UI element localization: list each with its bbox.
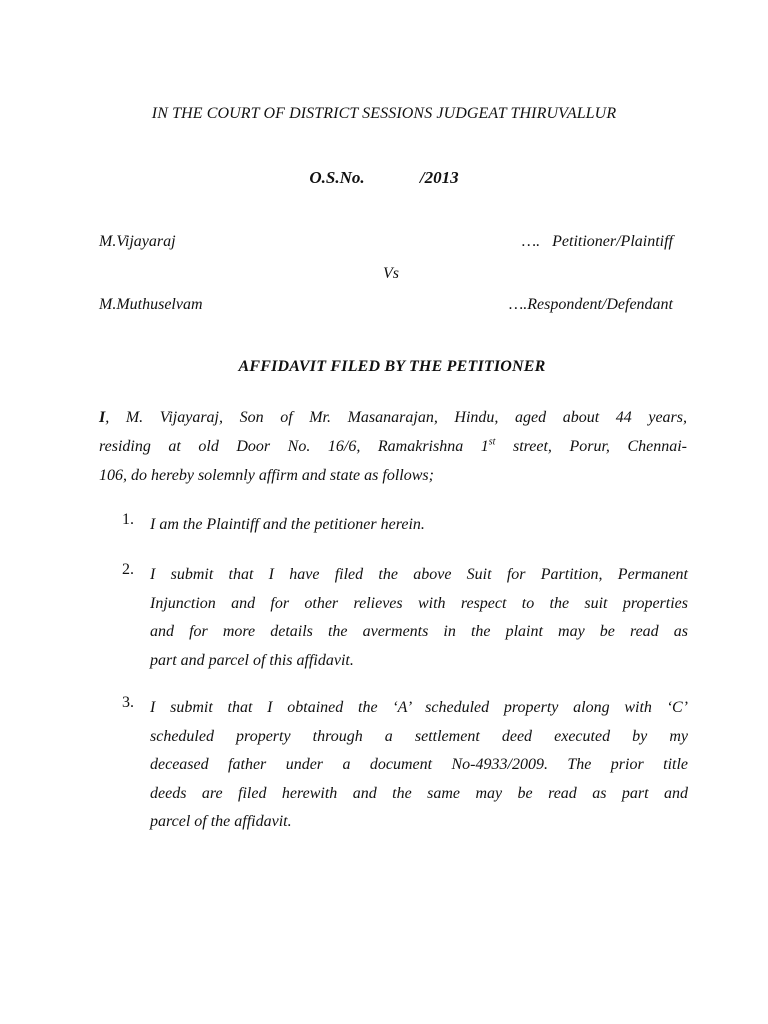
case-number: O.S.No. /2013 [309, 168, 459, 187]
list-item-line: Injunction and for other relieves with respect to the suit properties [150, 594, 688, 612]
intro-superscript: st [488, 436, 496, 448]
list-item-number: 1. [122, 511, 134, 528]
intro-paragraph [99, 403, 687, 490]
court-heading: IN THE COURT OF DISTRICT SESSIONS JUDGEAT THIRUVALLUR [151, 105, 617, 122]
intro-first-letter: I [99, 409, 106, 426]
list-item-number: 2. [122, 561, 134, 578]
list-item-line: deeds are filed herewith and the same may be read as part and [150, 784, 688, 802]
intro-line-2-a: residing at old Door No. 16/6, Ramakrishna 1 [99, 438, 489, 455]
list-item-line: scheduled property through a settlement deed executed by my [150, 727, 688, 745]
list-item-line: parcel of the affidavit. [150, 813, 292, 830]
list-item-line: part and parcel of this affidavit. [150, 651, 354, 669]
intro-line-1 [99, 403, 687, 432]
respondent-name: M.Muthuselvam [99, 296, 203, 313]
intro-line-2-b: street, Porur, Chennai- [495, 438, 688, 455]
petitioner-row [99, 233, 673, 255]
list-item-line: I submit that I obtained the ‘A’ scheduled property along with ‘C’ [150, 699, 688, 716]
list-item-number: 3. [122, 694, 134, 711]
list-item-body [150, 511, 688, 540]
intro-line-3: 106, do hereby solemnly affirm and state as follows; [99, 467, 434, 484]
list-item-line: I am the Plaintiff and the petitioner herein. [150, 516, 425, 533]
list-item-body [150, 694, 688, 837]
versus-label: Vs [383, 265, 399, 282]
affidavit-title: AFFIDAVIT FILED BY THE PETITIONER [238, 358, 546, 375]
petitioner-role: …. Petitioner/Plaintiff [521, 233, 673, 250]
petitioner-name: M.Vijayaraj [99, 233, 176, 250]
intro-line-2 [99, 432, 687, 461]
respondent-row [99, 296, 673, 318]
intro-line-1-text: , M. Vijayaraj, Son of Mr. Masanarajan, Hindu, aged about 44 years, [105, 409, 687, 426]
respondent-role: ….Respondent/Defendant [509, 296, 673, 313]
list-item-line: deceased father under a document No-4933/2009. The prior title [150, 756, 688, 773]
list-item-line: I submit that I have filed the above Suit for Partition, Permanent [150, 566, 688, 583]
list-item-body [150, 561, 688, 675]
list-item-line: and for more details the averments in the plaint may be read as [150, 623, 688, 640]
